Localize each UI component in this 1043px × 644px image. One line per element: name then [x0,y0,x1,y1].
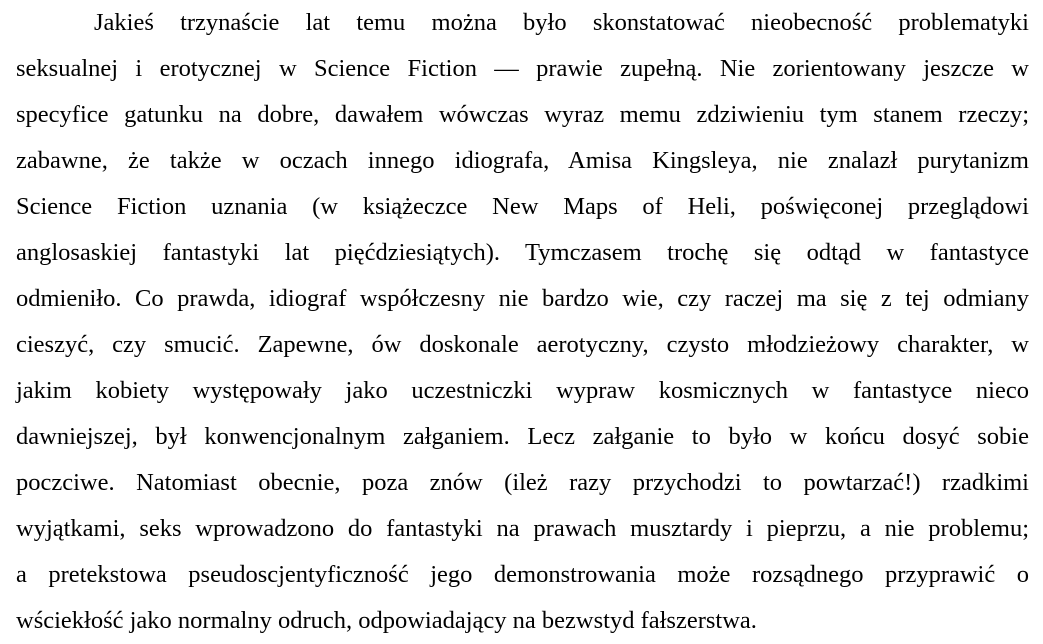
paragraph-line-9: jakim kobiety występowały jako uczestniczki wypraw kosmicznych w fantastyce nieco [16,377,1029,404]
paragraph-line-6: anglosaskiej fantastyki lat pięćdziesiątych). Tymczasem trochę się odtąd w fantastyce [16,239,1029,266]
paragraph-line-4: zabawne, że także w oczach innego idiografa, Amisa Kingsleya, nie znalazł purytanizm [16,147,1029,174]
paragraph-line-8: cieszyć, czy smucić. Zapewne, ów doskonale aerotyczny, czysto młodzieżowy charakter, w [16,331,1029,358]
paragraph-line-10: dawniejszej, był konwencjonalnym załganiem. Lecz załganie to było w końcu dosyć sobie [16,423,1029,450]
paragraph-line-3: specyfice gatunku na dobre, dawałem wówczas wyraz memu zdziwieniu tym stanem rzeczy; [16,101,1029,128]
paragraph-line-1: Jakieś trzynaście lat temu można było skonstatować nieobecność problematyki [94,9,1029,36]
paragraph-line-11: poczciwe. Natomiast obecnie, poza znów (ileż razy przychodzi to powtarzać!) rzadkimi [16,469,1029,496]
paragraph-line-2: seksualnej i erotycznej w Science Fiction — prawie zupełną. Nie zorientowany jeszcze w [16,55,1029,82]
paragraph-line-7: odmieniło. Co prawda, idiograf współczesny nie bardzo wie, czy raczej ma się z tej odmiany [16,285,1029,312]
paragraph-line-13: a pretekstowa pseudoscjentyficzność jego demonstrowania może rozsądnego przyprawić o [16,561,1029,588]
paragraph-line-14: wściekłość jako normalny odruch, odpowiadający na bezwstyd fałszerstwa. [16,607,757,634]
paragraph-line-12: wyjątkami, seks wprowadzono do fantastyki na prawach musztardy i pieprzu, a nie problemu; [16,515,1029,542]
paragraph-line-5: Science Fiction uznania (w książeczce New Maps of Heli, poświęconej przeglądowi [16,193,1029,220]
